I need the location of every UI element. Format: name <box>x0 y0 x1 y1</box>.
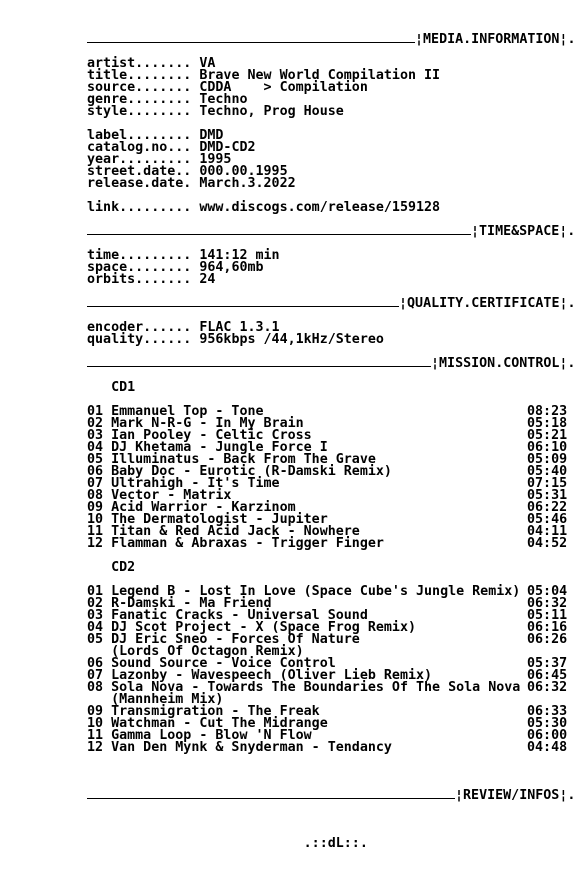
quality-field-key: quality...... <box>87 332 200 347</box>
track-title: 09 Acid Warrior - Karzinom <box>87 500 296 515</box>
track-title: 08 Sola Nova - Towards The Boundaries Of The Sola Nova <box>87 680 521 695</box>
track-title: 02 Mark N-R-G - In My Brain <box>87 416 304 431</box>
media-field-value: 000.00.1995 <box>199 164 288 179</box>
time-space-field-key: space........ <box>87 260 200 275</box>
media-field-key: title........ <box>87 68 200 83</box>
media-field <box>87 178 576 190</box>
track-time: 04:11 <box>527 524 568 539</box>
track-title: 11 Gamma Loop - Blow 'N Flow <box>87 728 312 743</box>
blank-line <box>87 766 576 778</box>
media-field-key: catalog.no... <box>87 140 200 155</box>
media-link <box>87 202 576 214</box>
media-link-value: www.discogs.com/release/159128 <box>199 200 441 215</box>
media-field-value: Techno <box>199 92 248 107</box>
track-time: 05:04 <box>527 584 568 599</box>
mission-control-header <box>87 358 576 370</box>
review-infos-rule <box>87 790 455 799</box>
track-title: 08 Vector - Matrix <box>87 488 232 503</box>
media-field-key: source....... <box>87 80 200 95</box>
media-field-value: DMD-CD2 <box>199 140 256 155</box>
media-field-value: CDDA > Compilation <box>199 80 368 95</box>
track-title: 12 Flamman & Abraxas - Trigger Finger <box>87 536 384 551</box>
track-time: 05:37 <box>527 656 568 671</box>
track-time: 05:30 <box>527 716 568 731</box>
time-space-field-value: 141:12 min <box>199 248 280 263</box>
track-time: 06:33 <box>527 704 568 719</box>
track-title: 05 DJ Eric Sneo - Forces Of Nature <box>87 632 360 647</box>
nfo-document <box>87 34 576 850</box>
cd2-label: CD2 <box>87 560 136 575</box>
time-space-field-value: 24 <box>199 272 216 287</box>
review-infos-title: ¦REVIEW/INFOS¦. <box>455 788 576 803</box>
media-field-key: label........ <box>87 128 200 143</box>
track-title: 02 R-Damski - Ma Friend <box>87 596 272 611</box>
time-space-rule <box>87 226 471 235</box>
track-time: 06:00 <box>527 728 568 743</box>
track-title: 07 Ultrahigh - It's Time <box>87 476 280 491</box>
media-information-rule <box>87 34 415 43</box>
track-time: 08:23 <box>527 404 568 419</box>
blank-line <box>87 802 576 814</box>
media-field-key: street.date.. <box>87 164 200 179</box>
track-title: 03 Fanatic Cracks - Universal Sound <box>87 608 368 623</box>
media-field-value: Brave New World Compilation II <box>199 68 441 83</box>
track-time: 06:45 <box>527 668 568 683</box>
track-title: 12 Van Den Mynk & Snyderman - Tendancy <box>87 740 392 755</box>
track-title-continuation: (Lords Of Octagon Remix) <box>87 644 304 659</box>
track-time: 05:11 <box>527 608 568 623</box>
media-link-key: link......... <box>87 200 200 215</box>
track-time: 05:40 <box>527 464 568 479</box>
track-title: 01 Legend B - Lost In Love (Space Cube's Jungle Remix) <box>87 584 521 599</box>
quality-field-key: encoder...... <box>87 320 200 335</box>
track-time: 06:32 <box>527 680 568 695</box>
cd2-track-row <box>87 742 576 754</box>
media-field-value: Techno, Prog House <box>199 104 344 119</box>
track-time: 06:26 <box>527 632 568 647</box>
time-space-title: ¦TIME&SPACE¦. <box>471 224 576 239</box>
track-time: 06:32 <box>527 596 568 611</box>
media-field-key: release.date. <box>87 176 200 191</box>
time-space-field-key: orbits....... <box>87 272 200 287</box>
mission-control-title: ¦MISSION.CONTROL¦. <box>431 356 576 371</box>
blank-line <box>87 754 576 766</box>
media-information-header <box>87 34 576 46</box>
track-time: 05:18 <box>527 416 568 431</box>
track-time: 04:52 <box>527 536 568 551</box>
track-title: 04 DJ Scot Project - X (Space Frog Remix) <box>87 620 416 635</box>
quality-field-value: 956kbps /44,1kHz/Stereo <box>199 332 384 347</box>
track-time: 04:48 <box>527 740 568 755</box>
track-title: 06 Baby Doc - Eurotic (R-Damski Remix) <box>87 464 392 479</box>
review-infos-header <box>87 790 576 802</box>
media-field-key: artist....... <box>87 56 200 71</box>
track-time: 06:10 <box>527 440 568 455</box>
track-time: 05:09 <box>527 452 568 467</box>
media-field-value: March.3.2022 <box>199 176 296 191</box>
media-field <box>87 106 576 118</box>
track-time: 05:46 <box>527 512 568 527</box>
track-title: 03 Ian Pooley - Celtic Cross <box>87 428 312 443</box>
media-field-value: 1995 <box>199 152 232 167</box>
media-information-title: ¦MEDIA.INFORMATION¦. <box>415 32 576 47</box>
time-space-header <box>87 226 576 238</box>
footer-signature: .::dL::. <box>87 836 368 851</box>
quality-certificate-header <box>87 298 576 310</box>
track-title: 10 Watchman - Cut The Midrange <box>87 716 328 731</box>
time-space-field-key: time......... <box>87 248 200 263</box>
track-title: 01 Emmanuel Top - Tone <box>87 404 264 419</box>
track-title: 11 Titan & Red Acid Jack - Nowhere <box>87 524 360 539</box>
cd1-label: CD1 <box>87 380 136 395</box>
media-field-key: year......... <box>87 152 200 167</box>
time-space-field-value: 964,60mb <box>199 260 264 275</box>
quality-field-value: FLAC 1.3.1 <box>199 320 280 335</box>
mission-control-rule <box>87 358 431 367</box>
track-time: 07:15 <box>527 476 568 491</box>
cd1-track-row <box>87 538 576 550</box>
track-title: 09 Transmigration - The Freak <box>87 704 320 719</box>
track-title: 10 The Dermatologist - Jupiter <box>87 512 328 527</box>
track-title: 04 DJ Khetama - Jungle Force I <box>87 440 328 455</box>
blank-line <box>87 550 576 562</box>
media-field-key: style........ <box>87 104 200 119</box>
track-time: 05:31 <box>527 488 568 503</box>
track-time: 06:22 <box>527 500 568 515</box>
quality-field <box>87 334 576 346</box>
time-space-field <box>87 274 576 286</box>
track-time: 06:16 <box>527 620 568 635</box>
track-title: 06 Sound Source - Voice Control <box>87 656 336 671</box>
media-field-key: genre........ <box>87 92 200 107</box>
blank-line <box>87 814 576 826</box>
quality-certificate-rule <box>87 298 399 307</box>
track-title: 07 Lazonby - Wavespeech (Oliver Lieb Remix) <box>87 668 433 683</box>
media-field-value: DMD <box>199 128 224 143</box>
blank-line <box>87 370 576 382</box>
track-title: 05 Illuminatus - Back From The Grave <box>87 452 376 467</box>
track-time: 05:21 <box>527 428 568 443</box>
track-title-continuation: (Mannheim Mix) <box>87 692 224 707</box>
quality-certificate-title: ¦QUALITY.CERTIFICATE¦. <box>399 296 576 311</box>
media-field-value: VA <box>199 56 216 71</box>
